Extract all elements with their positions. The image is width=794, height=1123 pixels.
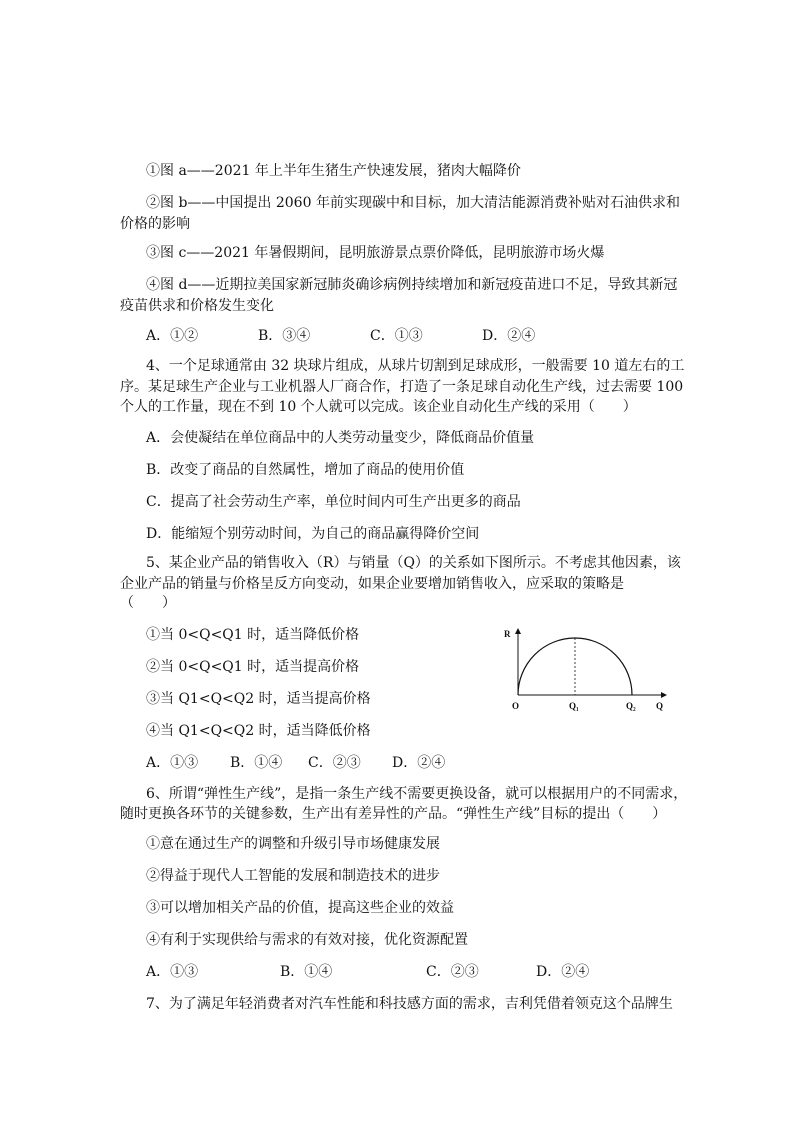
q3-option-2-line2: 价格的影响	[120, 216, 190, 232]
q3-choice-a: A．①②	[146, 328, 199, 344]
origin-label: O	[512, 701, 520, 711]
q3-option-1: ①图 a——2021 年上半年生猪生产快速发展，猪肉大幅降价	[146, 163, 521, 179]
q5-option-1: ①当 0<Q<Q1 时，适当降低价格	[146, 627, 360, 643]
q6-choice-a: A．①③	[146, 964, 199, 980]
q5-choice-b: B．①④	[230, 755, 283, 771]
q6-option-1: ①意在通过生产的调整和升级引导市场健康发展	[146, 836, 440, 852]
q4-option-b: B．改变了商品的自然属性，增加了商品的使用价值	[146, 462, 465, 478]
q6-option-3: ③可以增加相关产品的价值，提高这些企业的效益	[146, 900, 454, 916]
q4-option-a: A．会使凝结在单位商品中的人类劳动量变少，降低商品价值量	[146, 430, 535, 446]
q3-choice-d: D．②④	[482, 328, 536, 344]
q6-option-4: ④有利于实现供给与需求的有效对接，优化资源配置	[146, 932, 468, 948]
q6-stem-line1: 6、所谓“弹性生产线”，是指一条生产线不需要更换设备，就可以根据用户的不同需求，	[146, 786, 688, 802]
q2-label: Q₂	[626, 701, 636, 711]
q5-choice-c: C．②③	[308, 755, 361, 771]
q5-stem-line1: 5、某企业产品的销售收入（R）与销量（Q）的关系如下图所示。不考虑其他因素，该	[146, 555, 681, 571]
q5-option-3: ③当 Q1<Q<Q2 时，适当提高价格	[146, 691, 371, 707]
q5-choice-d: D．②④	[392, 755, 446, 771]
q6-choice-b: B．①④	[280, 964, 333, 980]
q6-choice-d: D．②④	[536, 964, 590, 980]
q5-stem-line2: 企业产品的销量与价格呈反方向变动，如果企业要增加销售收入，应采取的策略是	[120, 576, 624, 592]
q6-option-2: ②得益于现代人工智能的发展和制造技术的进步	[146, 868, 440, 884]
q6-choice-c: C．②③	[426, 964, 479, 980]
q3-choice-c: C．①③	[370, 328, 423, 344]
q7-stem-line1: 7、为了满足年轻消费者对汽车性能和科技感方面的需求，吉利凭借着领克这个品牌生	[146, 996, 673, 1012]
q4-stem-line2: 序。某足球生产企业与工业机器人厂商合作，打造了一条足球自动化生产线，过去需要 100	[120, 379, 684, 395]
x-axis-label: Q	[656, 701, 664, 711]
q4-option-d: D．能缩短个别劳动时间，为自己的商品赢得降价空间	[146, 526, 480, 542]
q3-option-4-line1: ④图 d——近期拉美国家新冠肺炎确诊病例持续增加和新冠疫苗进口不足，导致其新冠	[146, 277, 678, 293]
q5-stem-line3: （ ）	[120, 595, 176, 611]
q3-choice-b: B．③④	[258, 328, 311, 344]
q5-option-2: ②当 0<Q<Q1 时，适当提高价格	[146, 659, 360, 675]
q1-label: Q₁	[569, 701, 579, 711]
q3-option-2-line1: ②图 b——中国提出 2060 年前实现碳中和目标，加大清洁能源消费补贴对石油供求和	[146, 195, 680, 211]
q6-stem-line2: 随时更换各环节的关键参数，生产出有差异性的产品。“弹性生产线”目标的提出（ ）	[120, 806, 667, 822]
revenue-quantity-graph	[496, 623, 672, 715]
q3-option-4-line2: 疫苗供求和价格发生变化	[120, 298, 274, 314]
y-axis-label: R	[504, 629, 511, 639]
q4-stem-line3: 个人的工作量，现在不到 10 个人就可以完成。该企业自动化生产线的采用（ ）	[120, 399, 637, 415]
q3-option-3: ③图 c——2021 年暑假期间，昆明旅游景点票价降低，昆明旅游市场火爆	[146, 245, 605, 261]
q4-option-c: C．提高了社会劳动生产率，单位时间内可生产出更多的商品	[146, 494, 521, 510]
q5-option-4: ④当 Q1<Q<Q2 时，适当降低价格	[146, 723, 371, 739]
q4-stem-line1: 4、一个足球通常由 32 块球片组成，从球片切割到足球成形，一般需要 10 道左右的工	[146, 358, 685, 374]
q5-choice-a: A．①③	[146, 755, 199, 771]
